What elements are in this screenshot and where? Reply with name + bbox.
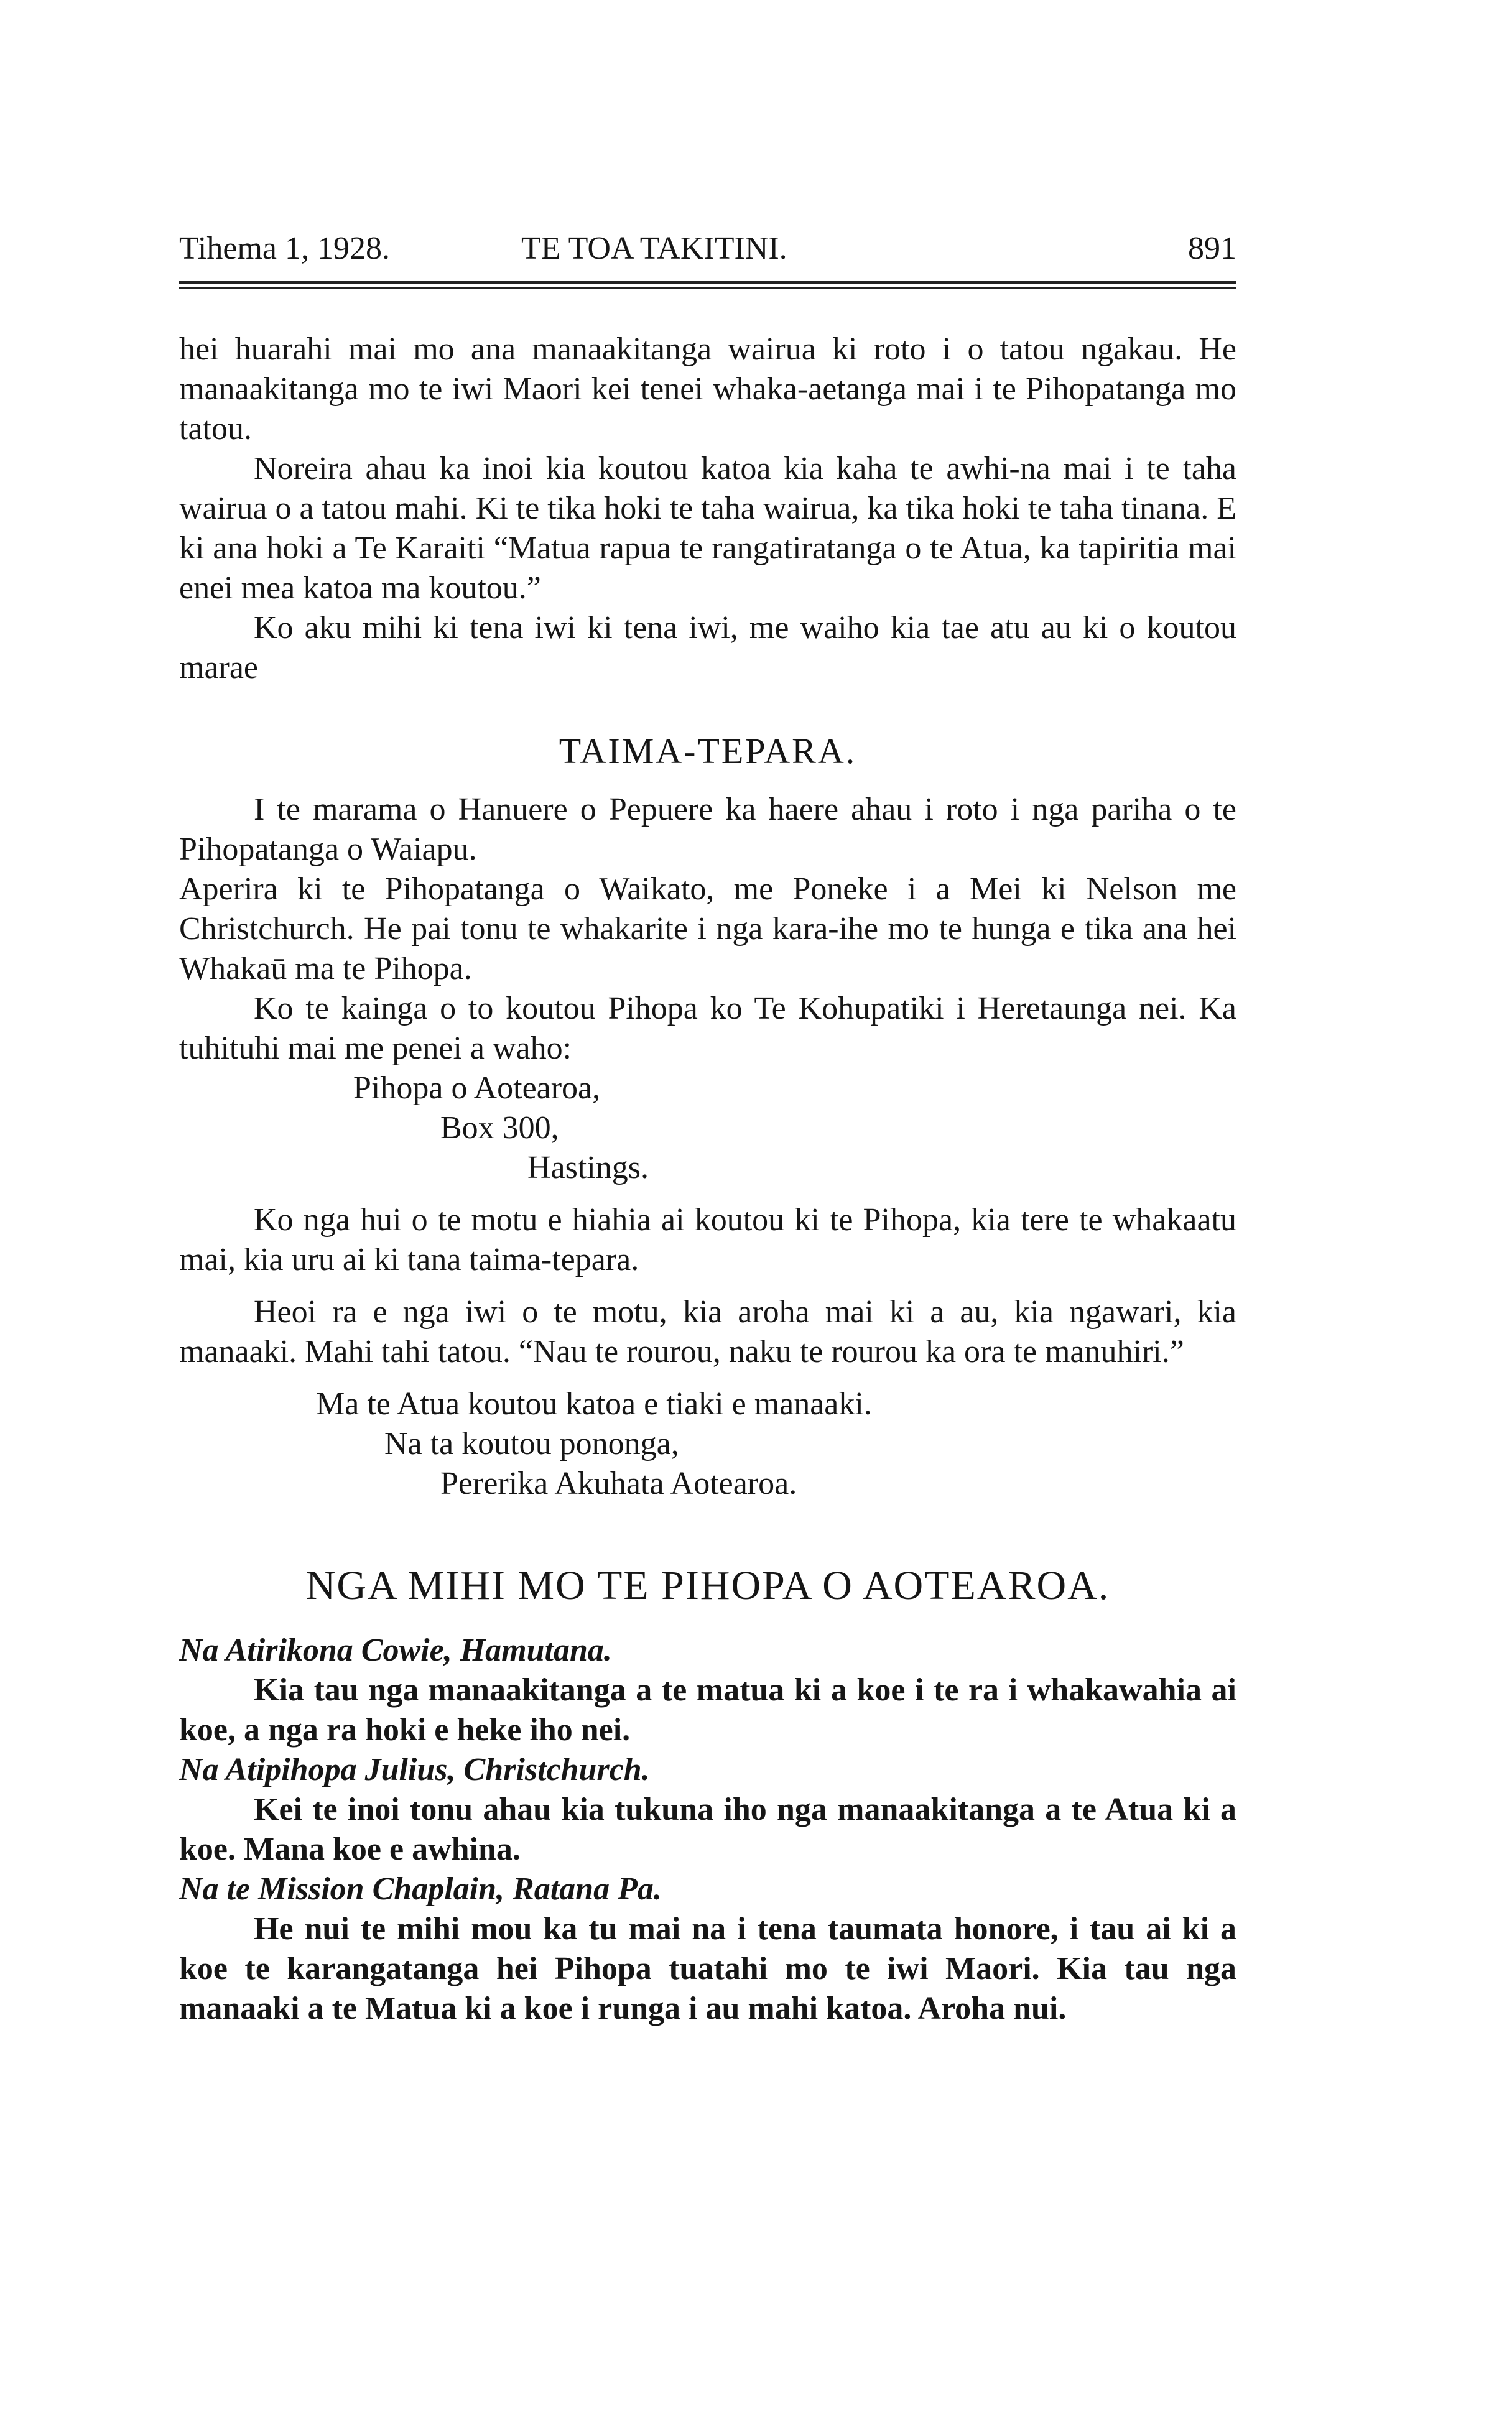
closing-line: Na ta koutou pononga,: [384, 1426, 679, 1462]
greeting-text: He nui te mihi mou ka tu mai na i tena taumata honore, i tau ai ki a koe te karangatanga hei Pihopa tuatahi mo te iwi Maori. Kia tau nga manaaki a te Matua ki a koe i runga i au mahi katoa. Aroha nui.: [179, 1911, 1236, 2026]
page-header: [179, 230, 1236, 280]
address-line: Box 300,: [440, 1110, 559, 1146]
address-line: Pihopa o Aotearoa,: [353, 1070, 601, 1106]
greeting-from: Na te Mission Chaplain, Ratana Pa.: [179, 1871, 662, 1907]
page-content: [179, 330, 1236, 2029]
header-rule-thin: [179, 287, 1236, 289]
signature-line: Pererika Akuhata Aotearoa.: [440, 1466, 797, 1501]
timetable-paragraph: Ko nga hui o te motu e hiahia ai koutou ki te Pihopa, kia tere te whakaatu mai, kia uru ai ki tana taima-tepara.: [179, 1202, 1236, 1277]
publication-title: TE TOA TAKITINI.: [521, 231, 787, 266]
timetable-paragraph: Ko te kainga o to koutou Pihopa ko Te Kohupatiki i Heretaunga nei. Ka tuhituhi mai me penei a waho:: [179, 991, 1236, 1066]
greeting-from: Na Atirikona Cowie, Hamutana.: [179, 1633, 612, 1668]
page-number: 891: [1188, 231, 1236, 266]
section-title-timetable: TAIMA-TEPARA.: [559, 731, 857, 771]
timetable-paragraph: Aperira ki te Pihopatanga o Waikato, me Poneke i a Mei ki Nelson me Christchurch. He pai tonu te whakarite i nga kara-ihe mo te hunga e tika ana hei Whakaū ma te Pihopa.: [179, 871, 1236, 986]
timetable-paragraph: Heoi ra e nga iwi o te motu, kia aroha mai ki a au, kia ngawari, kia manaaki. Mahi tahi tatou. “Nau te rourou, naku te rourou ka ora te manuhiri.”: [179, 1294, 1236, 1369]
intro-paragraph: Noreira ahau ka inoi kia koutou katoa kia kaha te awhi-na mai i te taha wairua o a tatou mahi. Ki te tika hoki te taha wairua, ka tika hoki te taha tinana. E ki ana hoki a Te Karaiti “Matua rapua te rangatiratanga o te Atua, ka tapiritia mai enei mea katoa ma koutou.”: [179, 451, 1236, 606]
timetable-paragraph: I te marama o Hanuere o Pepuere ka haere ahau i roto i nga pariha o te Pihopatanga o Waiapu.: [179, 792, 1236, 867]
intro-paragraph: Ko aku mihi ki tena iwi ki tena iwi, me waiho kia tae atu au ki o koutou marae: [179, 610, 1236, 685]
intro-paragraph: hei huarahi mai mo ana manaakitanga wairua ki roto i o tatou ngakau. He manaakitanga mo te iwi Maori kei tenei whaka-aetanga mai i te Pihopatanga mo tatou.: [179, 331, 1236, 447]
greeting-from: Na Atipihopa Julius, Christchurch.: [179, 1752, 650, 1787]
header-rule: [179, 281, 1236, 284]
greeting-text: Kia tau nga manaakitanga a te matua ki a koe i te ra i whakawahia ai koe, a nga ra hoki e heke iho nei.: [179, 1672, 1236, 1748]
section-title-greetings: NGA MIHI MO TE PIHOPA O AOTEAROA.: [305, 1563, 1110, 1608]
address-line: Hastings.: [527, 1150, 649, 1185]
issue-date: Tihema 1, 1928.: [179, 231, 390, 266]
greeting-text: Kei te inoi tonu ahau kia tukuna iho nga manaakitanga a te Atua ki a koe. Mana koe e awhina.: [179, 1792, 1236, 1867]
closing-line: Ma te Atua koutou katoa e tiaki e manaaki.: [316, 1386, 872, 1422]
